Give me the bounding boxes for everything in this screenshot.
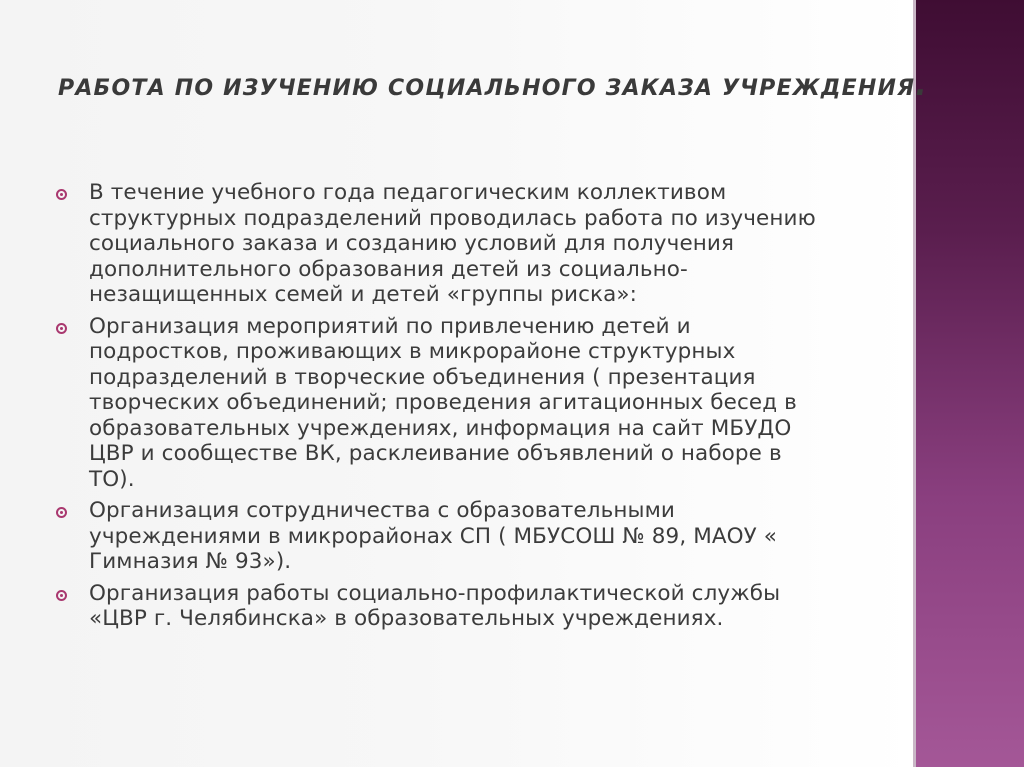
bullet-item-3 [56,498,856,575]
bullet-item-4 [56,581,856,632]
bullet-line: «ЦВР г. Челябинска» в образовательных учреждениях. [89,606,724,631]
bullet-line: дополнительного образования детей из социально- [89,256,688,282]
bullet-line: учреждениями в микрорайонах СП ( МБУСОШ № 89, МАОУ « [89,523,778,549]
bullet-line: творческих объединений; проведения агитационных бесед в [89,390,797,415]
bullet-circle-icon [56,323,67,334]
bullet-text-2 [89,314,797,493]
bullet-line: Организация мероприятий по привлечению детей и [89,313,691,339]
bullet-text-1 [89,180,816,308]
bullet-circle-icon [56,507,67,518]
bullet-text-3 [89,498,777,575]
bullet-line: Организация работы социально-профилактической службы [89,580,781,606]
decorative-side-band [916,0,1024,767]
bullet-line: незащищенных семей и детей «группы риска»: [89,282,637,307]
bullet-line: подразделений в творческие объединения ( презентация [89,364,756,390]
bullet-line: Гимназия № 93»). [89,549,292,574]
bullet-list [56,180,856,638]
bullet-item-2 [56,314,856,493]
bullet-text-4 [89,581,780,632]
bullet-line: образовательных учреждениях, информация на сайт МБУДО [89,415,792,441]
bullet-line: ТО). [89,466,135,492]
slide-title-text: РАБОТА ПО ИЗУЧЕНИЮ СОЦИАЛЬНОГО ЗАКАЗА УЧРЕЖДЕНИЯ [58,76,916,101]
bullet-circle-icon [56,590,67,601]
slide-title-dot: . [915,68,928,103]
bullet-line: структурных подразделений проводилась работа по изучению [89,205,816,231]
bullet-line: В течение учебного года педагогическим коллективом [89,180,727,205]
bullet-line: Организация сотрудничества с образовательными [89,498,675,523]
bullet-circle-icon [56,189,67,200]
bullet-line: подростков, проживающих в микрорайоне структурных [89,339,736,364]
bullet-line: ЦВР и сообществе ВК, расклеивание объявлений о наборе в [89,441,782,466]
slide-title [58,68,928,103]
bullet-item-1 [56,180,856,308]
bullet-line: социального заказа и созданию условий для получения [89,231,735,256]
